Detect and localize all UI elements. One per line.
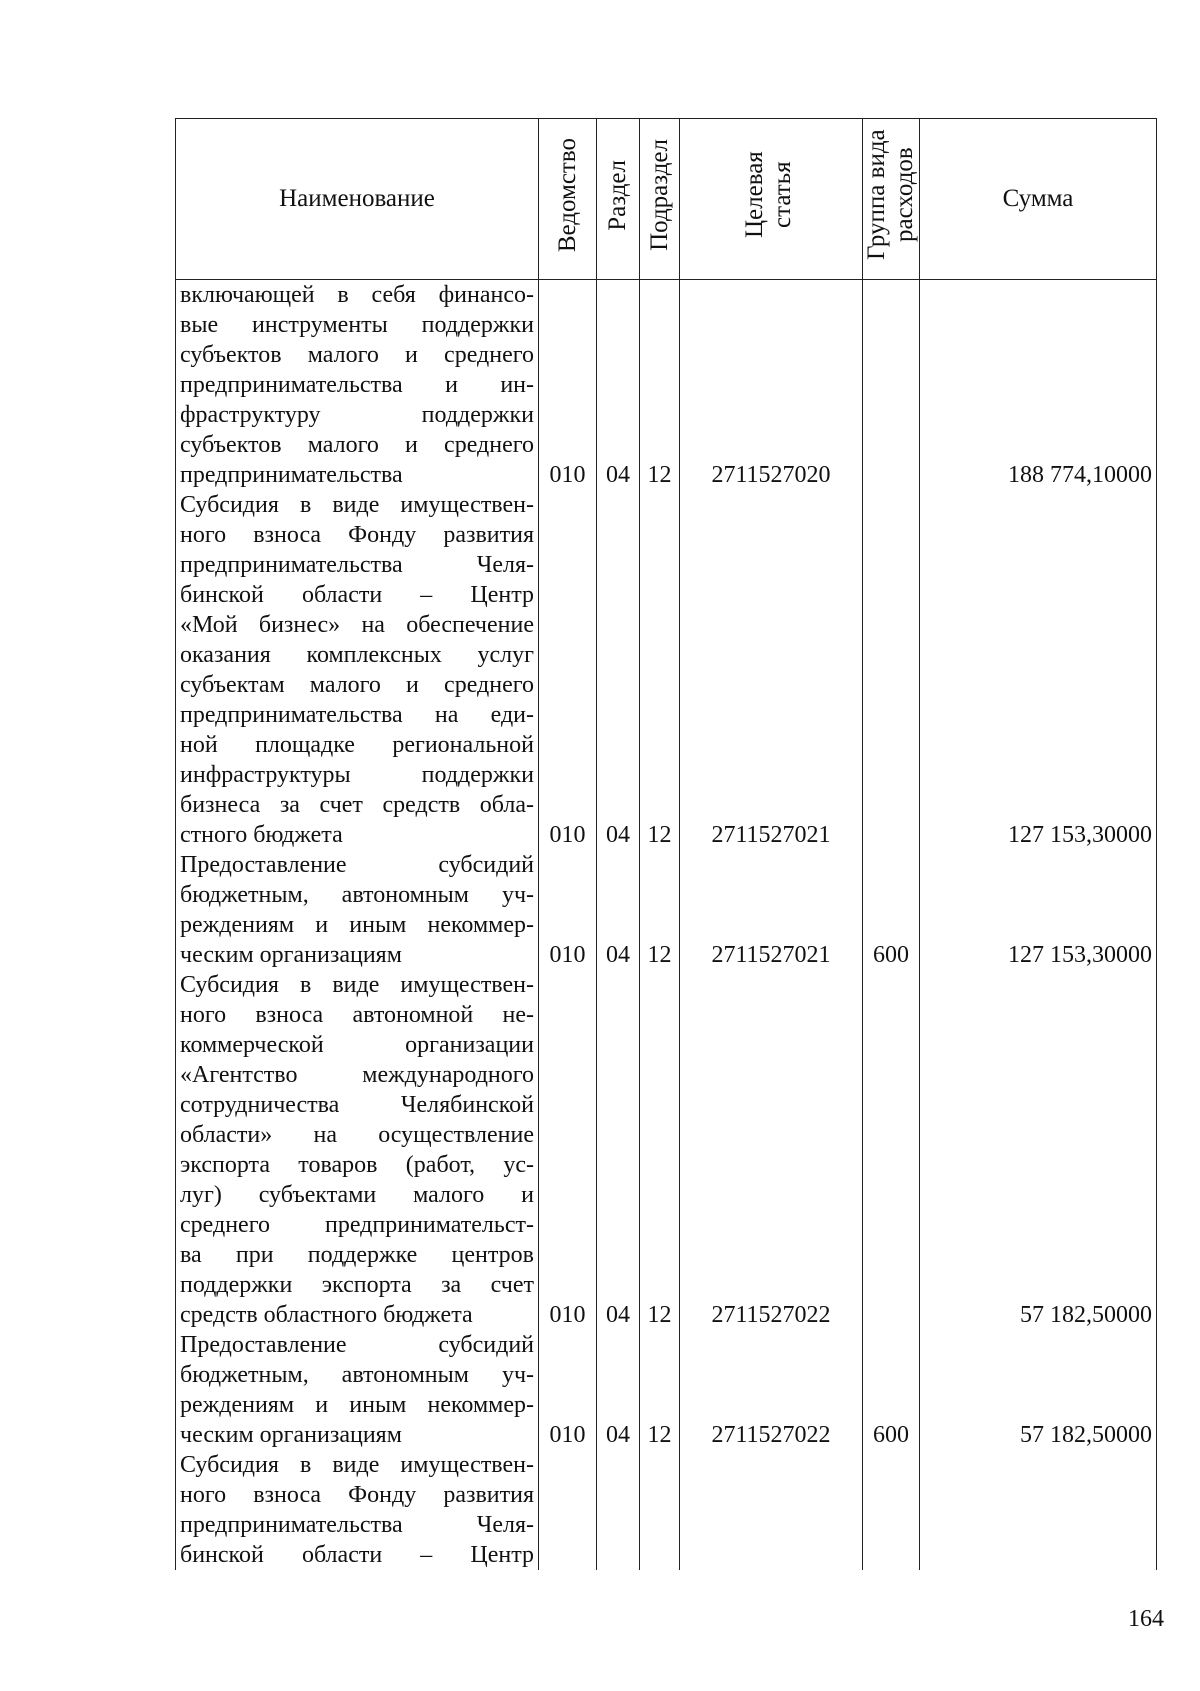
table-body [176,280,1157,1571]
name-line-last: средств областного бюджета [180,1302,473,1328]
cell-name [176,970,539,1330]
cell-expense-group [863,280,920,491]
name-line: бинской области – Центр [180,1542,534,1568]
cell-target-article [680,1450,863,1570]
name-line-last: ческим организациям [180,1422,402,1448]
name-line: ного взноса Фонду развития [180,1482,534,1508]
name-line: экспорта товаров (работ, ус- [180,1152,534,1178]
name-line: «Агентство международного [180,1062,534,1088]
page-number: 164 [1128,1606,1164,1632]
cell-amount: 127 153,30000 [920,490,1157,850]
cell-department: 010 [539,970,597,1330]
cell-target-article: 2711527022 [680,970,863,1330]
name-line: предпринимательства на еди- [180,702,534,728]
cell-amount: 188 774,10000 [920,280,1157,491]
name-line: Субсидия в виде имуществен- [180,492,534,518]
cell-amount: 57 182,50000 [920,970,1157,1330]
cell-name [176,280,539,491]
cell-expense-group [863,490,920,850]
table-row [176,970,1157,1330]
name-line-last: предпринимательства [180,462,403,488]
cell-name [176,850,539,970]
cell-target-article: 2711527020 [680,280,863,491]
name-line: субъектов малого и среднего [180,432,534,458]
budget-table [175,118,1157,1570]
name-line: поддержки экспорта за счет [180,1272,534,1298]
cell-amount [920,1450,1157,1570]
header-section: Раздел [597,119,640,280]
name-line: предпринимательства Челя- [180,1512,534,1538]
table-row [176,850,1157,970]
cell-target-article: 2711527021 [680,490,863,850]
name-line: субъектам малого и среднего [180,672,534,698]
name-line: вые инструменты поддержки [180,312,534,338]
cell-expense-group [863,970,920,1330]
name-line: коммерческой организации [180,1032,534,1058]
table-header-row [176,119,1157,280]
name-line: предпринимательства Челя- [180,552,534,578]
cell-department: 010 [539,490,597,850]
cell-section: 04 [597,850,640,970]
name-line: субъектов малого и среднего [180,342,534,368]
cell-amount: 127 153,30000 [920,850,1157,970]
name-line: Предоставление субсидий [180,1332,534,1358]
name-line: бюджетным, автономным уч- [180,882,534,908]
cell-target-article: 2711527022 [680,1330,863,1450]
cell-department: 010 [539,850,597,970]
cell-expense-group [863,1450,920,1570]
name-line: инфраструктуры поддержки [180,762,534,788]
cell-name [176,1330,539,1450]
cell-subsection: 12 [640,850,680,970]
cell-subsection [640,1450,680,1570]
cell-expense-group: 600 [863,850,920,970]
cell-section: 04 [597,280,640,491]
name-line: луг) субъектами малого и [180,1182,534,1208]
name-line: фраструктуру поддержки [180,402,534,428]
cell-subsection: 12 [640,490,680,850]
name-line: ва при поддержке центров [180,1242,534,1268]
name-line-last: ческим организациям [180,942,402,968]
header-subsection: Подраздел [640,119,680,280]
cell-department: 010 [539,1330,597,1450]
cell-subsection: 12 [640,1330,680,1450]
cell-expense-group: 600 [863,1330,920,1450]
cell-amount: 57 182,50000 [920,1330,1157,1450]
cell-department: 010 [539,280,597,491]
name-line: ного взноса Фонду развития [180,522,534,548]
table-row [176,1450,1157,1570]
name-line: реждениям и иным некоммер- [180,1392,534,1418]
name-line: оказания комплексных услуг [180,642,534,668]
name-line: ной площадке региональной [180,732,534,758]
name-line: области» на осуществление [180,1122,534,1148]
name-line: Предоставление субсидий [180,852,534,878]
table-row [176,1330,1157,1450]
cell-name [176,490,539,850]
name-line: бюджетным, автономным уч- [180,1362,534,1388]
name-line: ного взноса автономной не- [180,1002,534,1028]
table-row [176,490,1157,850]
header-expense-group: Группа вида расходов [863,119,920,280]
cell-subsection: 12 [640,280,680,491]
cell-section: 04 [597,970,640,1330]
table-row [176,280,1157,491]
cell-section: 04 [597,1330,640,1450]
name-line: среднего предпринимательст- [180,1212,534,1238]
name-line-last: стного бюджета [180,822,343,848]
name-line: бинской области – Центр [180,582,534,608]
name-line: реждениям и иным некоммер- [180,912,534,938]
name-line: предпринимательства и ин- [180,372,534,398]
name-line: Субсидия в виде имуществен- [180,972,534,998]
cell-name [176,1450,539,1570]
name-line: «Мой бизнес» на обеспечение [180,612,534,638]
header-department: Ведомство [539,119,597,280]
name-line: сотрудничества Челябинской [180,1092,534,1118]
cell-target-article: 2711527021 [680,850,863,970]
cell-department [539,1450,597,1570]
name-line: включающей в себя финансо- [180,282,534,308]
cell-section: 04 [597,490,640,850]
header-target-article: Целевая статья [680,119,863,280]
name-line: бизнеса за счет средств обла- [180,792,534,818]
header-amount: Сумма [920,119,1157,280]
header-name: Наименование [176,119,539,280]
cell-section [597,1450,640,1570]
cell-subsection: 12 [640,970,680,1330]
name-line: Субсидия в виде имуществен- [180,1452,534,1478]
